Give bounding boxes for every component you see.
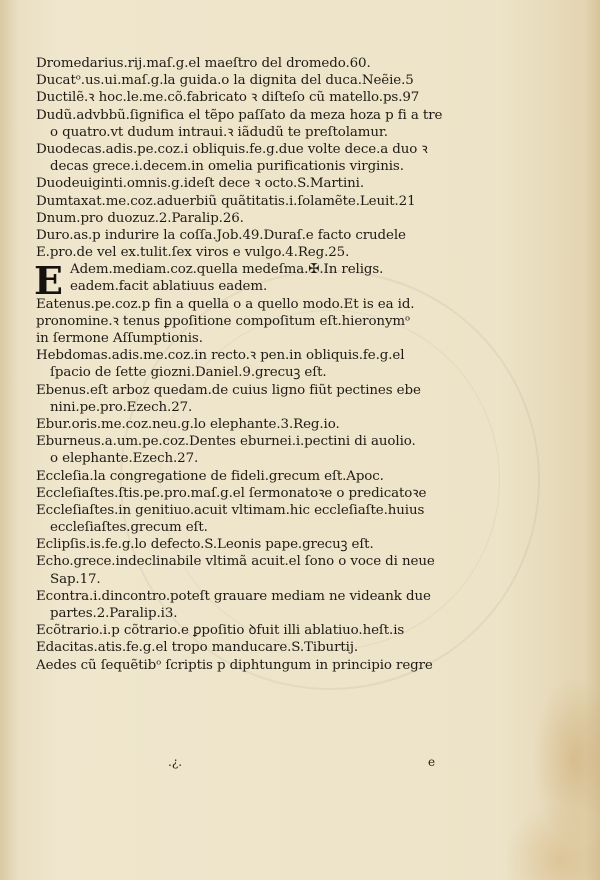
text-line: Eccleſiaſtes.ſtis.pe.pro.maſ.g.el ſermonatoꝛe o predicatoꝛe — [36, 485, 427, 501]
signature-marks — [0, 755, 600, 775]
text-line: Adem.mediam.coz.quella medeſma.✠.In religs. — [70, 262, 384, 278]
text-line: Dudũ.advbbũ.ſignifica el tẽpo paſſato da meza hoza p fi a tre — [36, 107, 443, 123]
initial-letter: E — [34, 258, 63, 304]
text-line: Ebenus.eſt arboz quedam.de cuius ligno fiũt pectines ebe — [36, 382, 421, 398]
text-line: Edacitas.atis.fe.g.el tropo manducare.S.Tiburtij. — [36, 640, 359, 656]
text-line: Duodecas.adis.pe.coz.i obliquis.fe.g.due volte dece.a duo ꝛ — [36, 141, 428, 157]
text-line: Eccleſia.la congregatione de fideli.grecum eſt.Apoc. — [36, 468, 384, 484]
text-line: E.pro.de vel ex.tulit.ſex viros e vulgo.4.Reg.25. — [36, 245, 350, 261]
text-line: Ducatᵒ.us.ui.maſ.g.la guida.o la dignita del duca.Neẽie.5 — [36, 73, 414, 89]
text-line: ſpacio de ſette giozni.Daniel.9.grecuꝫ eſt. — [50, 365, 327, 381]
text-line: Aedes cũ ſequẽtibᵒ ſcriptis p diphtungum in principio regre — [36, 657, 433, 673]
signature-mark: e — [428, 755, 436, 769]
text-line: decas grece.i.decem.in omelia purificationis virginis. — [50, 159, 404, 175]
text-line: partes.2.Paralip.i3. — [50, 606, 178, 621]
text-line: Ebur.oris.me.coz.neu.g.lo elephante.3.Reg.io. — [36, 416, 340, 432]
text-line: Sap.17. — [50, 571, 101, 587]
text-line: Eatenus.pe.coz.p fin a quella o a quello modo.Et is ea id. — [36, 296, 415, 312]
signature-mark: .¿. — [168, 755, 183, 769]
text-line: Ductilẽ.ꝛ hoc.le.me.cõ.fabricato ꝛ diſteſo cũ matello.ps.97 — [36, 90, 420, 106]
text-line: in ſermone Aſſumptionis. — [36, 331, 203, 346]
text-line: Hebdomas.adis.me.coz.in recto.ꝛ pen.in obliquis.fe.g.el — [36, 348, 405, 364]
text-line: o elephante.Ezech.27. — [50, 451, 199, 467]
text-line: Econtra.i.dincontro.poteſt grauare mediam ne videank due — [36, 588, 431, 604]
text-line: Dumtaxat.me.coz.aduerbiũ quãtitatis.i.ſolamẽte.Leuit.21 — [36, 193, 416, 209]
text-line: Dnum.pro duozuz.2.Paralip.26. — [36, 210, 244, 226]
text-line: Eccleſiaſtes.in genitiuo.acuit vltimam.hic eccleſiaſte.huius — [36, 502, 425, 518]
text-line: Duodeuiginti.omnis.g.ideſt dece ꝛ octo.S.Martini. — [36, 176, 365, 192]
text-line: o quatro.vt dudum intraui.ꝛ iãdudũ te preſtolamur. — [50, 124, 388, 140]
text-line: Duro.as.p indurire la coſſa.Job.49.Duraſ.e facto crudele — [36, 227, 406, 243]
text-line: Ecõtrario.i.p cõtrario.e ꝑpoſitio ꝺfuit illi ablatiuo.heſt.is — [36, 623, 405, 639]
dictionary-text — [36, 55, 481, 674]
text-line: Dromedarius.rij.maſ.g.el maeſtro del dromedo.60. — [36, 56, 371, 71]
text-line: Eclipſis.is.fe.g.lo defecto.S.Leonis pape.grecuꝫ eſt. — [36, 537, 374, 553]
text-line: eadem.facit ablatiuus eadem. — [70, 279, 268, 295]
text-line: pronomine.ꝛ tenus ꝑpoſitione compoſitum eſt.hieronymᵒ — [36, 313, 411, 329]
text-line: Eburneus.a.um.pe.coz.Dentes eburnei.i.pectini di auolio. — [36, 434, 416, 450]
text-line: Echo.grece.indeclinabile vltimã acuit.el ſono o voce di neue — [36, 554, 435, 570]
text-line: nini.pe.pro.Ezech.27. — [50, 399, 193, 415]
text-line: eccleſiaſtes.grecum eſt. — [50, 520, 208, 536]
